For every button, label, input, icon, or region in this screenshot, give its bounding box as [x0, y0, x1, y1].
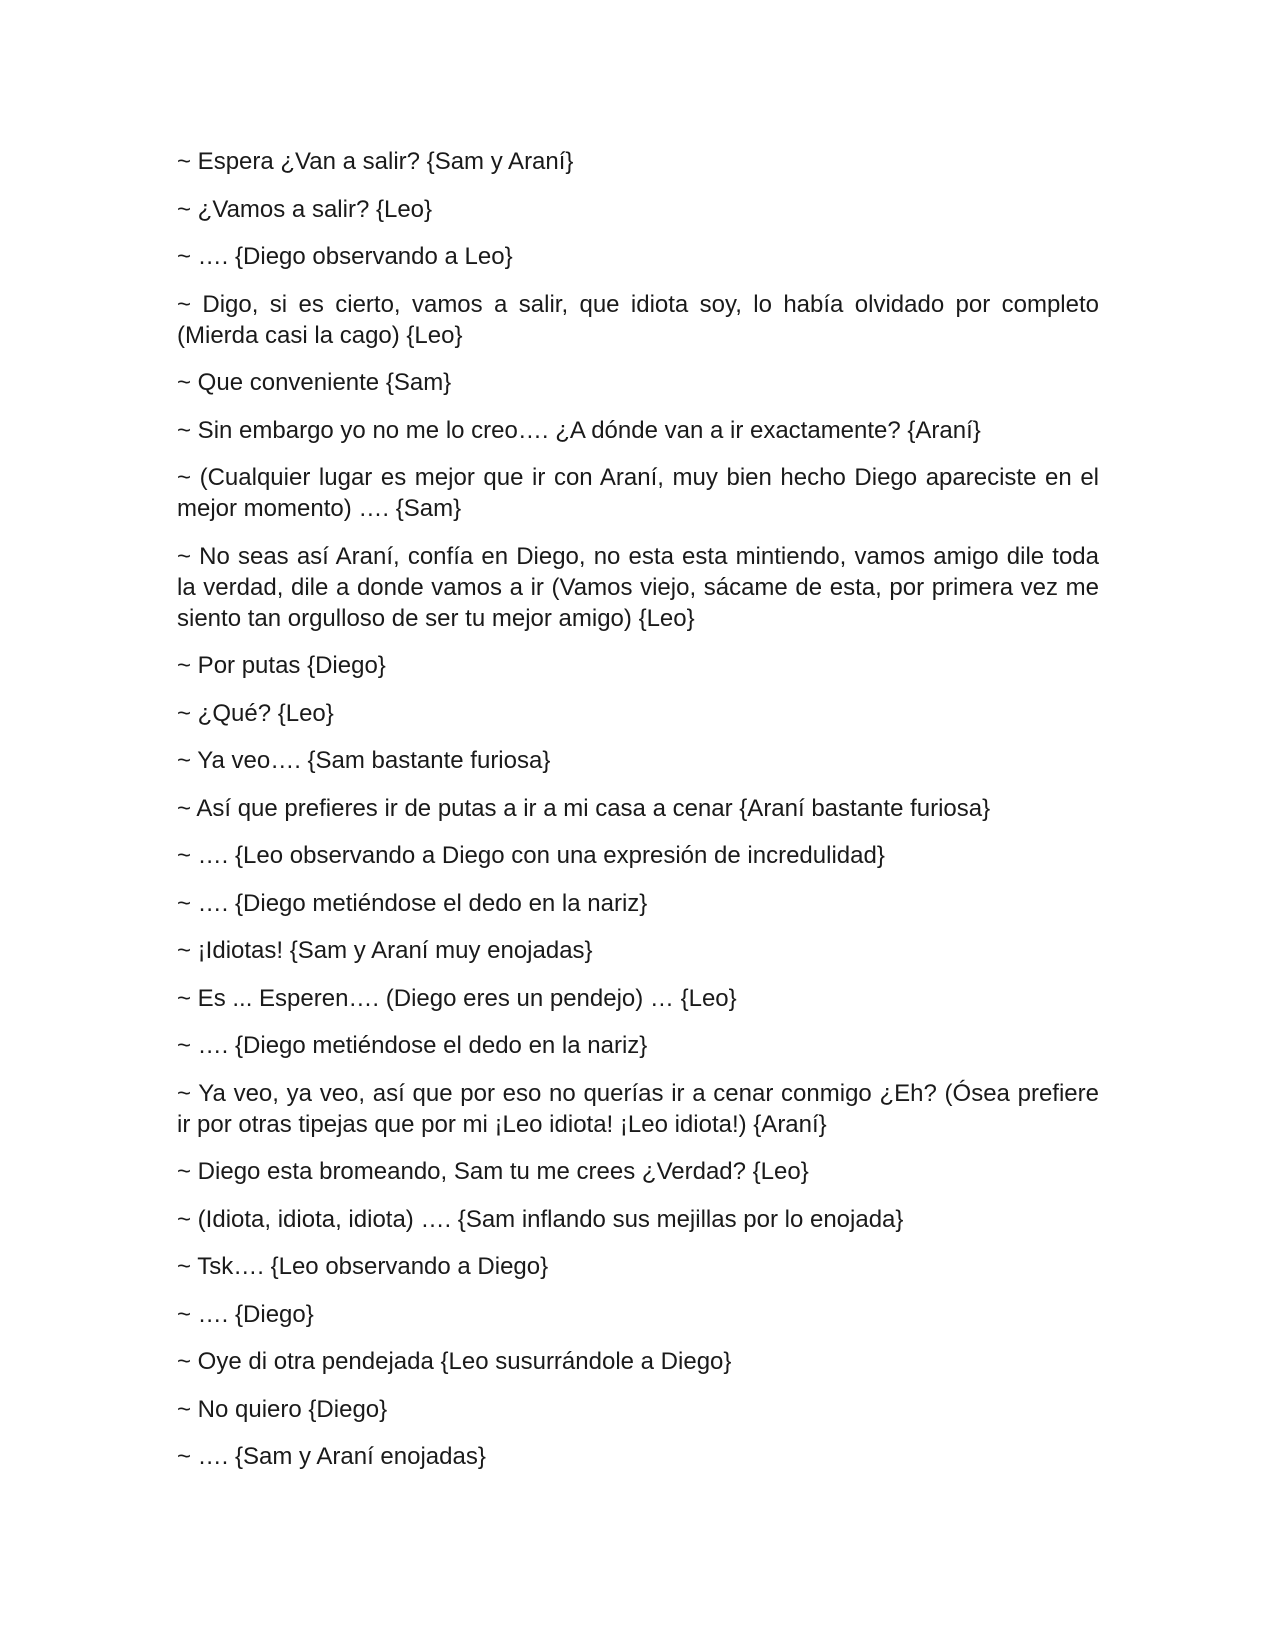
dialogue-line: ~ ¿Qué? {Leo} — [177, 699, 334, 727]
dialogue-line: ~ Así que prefieres ir de putas a ir a mi casa a cenar {Araní bastante furiosa} — [177, 794, 991, 822]
dialogue-line: ~ ¿Vamos a salir? {Leo} — [177, 195, 433, 223]
dialogue-line: ~ Oye di otra pendejada {Leo susurrándole a Diego} — [177, 1348, 732, 1375]
dialogue-line: ~ …. {Diego observando a Leo} — [177, 243, 513, 270]
dialogue-line: ~ (Cualquier lugar es mejor que ir con Araní, muy bien hecho Diego apareciste en el mejor momento) …. {Sam} — [177, 464, 1099, 522]
dialogue-line: ~ Ya veo, ya veo, así que por eso no querías ir a cenar conmigo ¿Eh? (Ósea prefiere ir por otras tipejas que por mi ¡Leo idiota! ¡Leo idiota!) {Araní} — [177, 1079, 1099, 1138]
dialogue-line: ~ Tsk…. {Leo observando a Diego} — [177, 1253, 549, 1280]
dialogue-line: ~ …. {Diego metiéndose el dedo en la nariz} — [177, 1032, 648, 1059]
dialogue-text — [177, 146, 1099, 1489]
dialogue-line: ~ (Idiota, idiota, idiota) …. {Sam inflando sus mejillas por lo enojada} — [177, 1205, 904, 1233]
dialogue-line: ~ No quiero {Diego} — [177, 1395, 388, 1423]
dialogue-line: ~ Diego esta bromeando, Sam tu me crees ¿Verdad? {Leo} — [177, 1158, 809, 1185]
dialogue-line: ~ Es ... Esperen…. (Diego eres un pendejo) … {Leo} — [177, 984, 737, 1012]
dialogue-line: ~ Sin embargo yo no me lo creo…. ¿A dónde van a ir exactamente? {Araní} — [177, 416, 981, 444]
dialogue-line: ~ …. {Diego metiéndose el dedo en la nariz} — [177, 889, 648, 917]
dialogue-line: ~ …. {Diego} — [177, 1300, 314, 1328]
dialogue-line: ~ …. {Sam y Araní enojadas} — [177, 1443, 486, 1470]
dialogue-line: ~ ¡Idiotas! {Sam y Araní muy enojadas} — [177, 937, 593, 964]
dialogue-line: ~ …. {Leo observando a Diego con una expresión de incredulidad} — [177, 842, 885, 869]
dialogue-line: ~ Digo, si es cierto, vamos a salir, que idiota soy, lo había olvidado por completo (Mierda casi la cago) {Leo} — [177, 290, 1099, 349]
dialogue-line: ~ Que conveniente {Sam} — [177, 369, 452, 396]
dialogue-line: ~ Ya veo…. {Sam bastante furiosa} — [177, 747, 551, 774]
dialogue-line: ~ Espera ¿Van a salir? {Sam y Araní} — [177, 148, 574, 175]
dialogue-line: ~ Por putas {Diego} — [177, 652, 386, 679]
dialogue-line: ~ No seas así Araní, confía en Diego, no esta esta mintiendo, vamos amigo dile toda la verdad, dile a donde vamos a ir (Vamos viejo, sácame de esta, por primera vez me siento tan orgulloso de ser tu mejor amigo) {Leo} — [177, 542, 1099, 632]
